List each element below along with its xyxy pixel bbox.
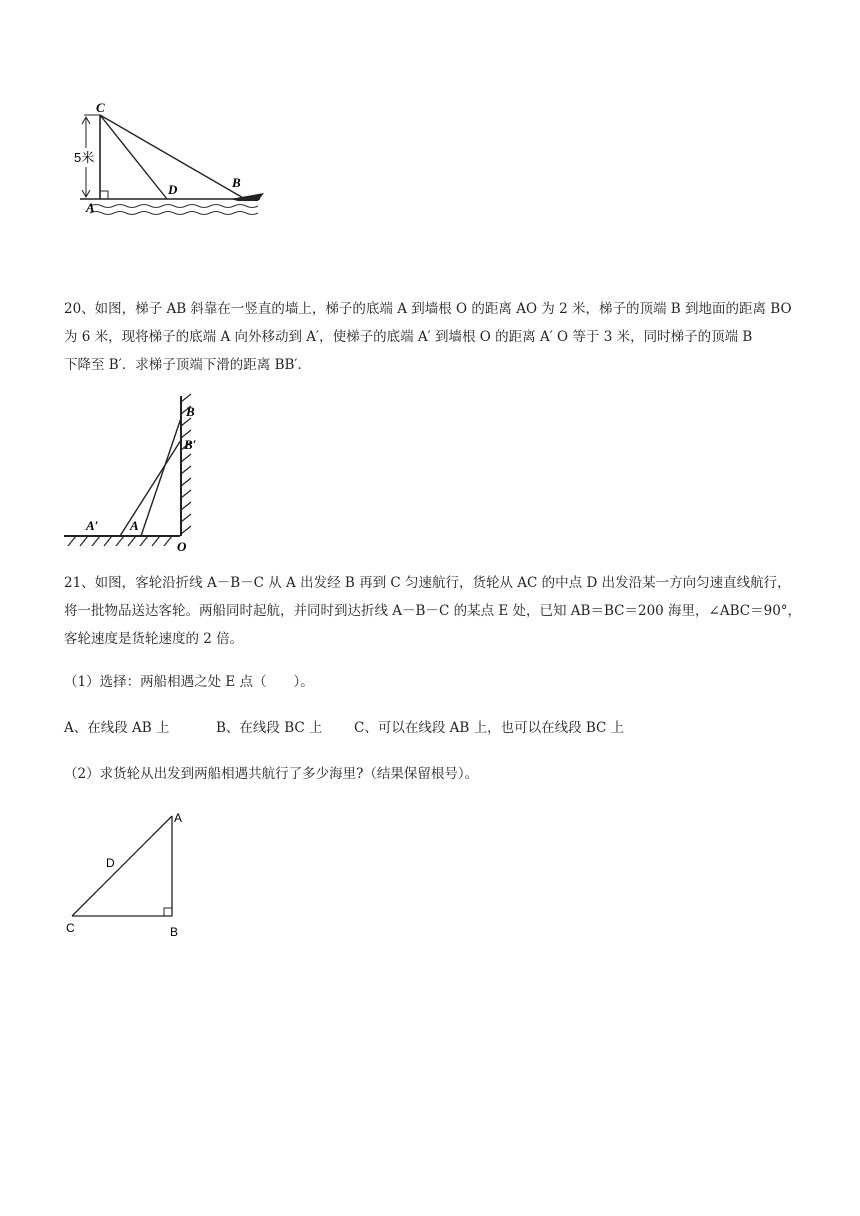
point-label-a: A (174, 811, 183, 825)
q21-part2: （2）求货轮从出发到两船相遇共航行了多少海里?（结果保留根号）。 (64, 766, 479, 782)
q21-line-1: 21、如图，客轮沿折线 A－B－C 从 A 出发经 B 再到 C 匀速航行，货轮从 AC 的中点 D 出发沿某一方向匀速直线航行， (64, 575, 791, 591)
point-label-b: B (186, 404, 195, 419)
figure-q21 (60, 806, 200, 946)
point-label-b: B (232, 175, 241, 190)
figure-q19 (60, 100, 280, 230)
point-label-b: B (170, 925, 179, 939)
point-label-d: D (168, 182, 178, 197)
option-a: A、在线段 AB 上 (64, 720, 170, 736)
point-label-d: D (106, 856, 115, 870)
point-label-b-prime: B′ (184, 437, 197, 452)
q20-line-1: 20、如图，梯子 AB 斜靠在一竖直的墙上，梯子的底端 A 到墙根 O 的距离 AO 为 2 米，梯子的顶端 B 到地面的距离 BO (64, 301, 792, 317)
q20-line-2: 为 6 米，现将梯子的底端 A 向外移动到 A′，使梯子的底端 A′ 到墙根 O 的距离 A′ O 等于 3 米，同时梯子的顶端 B (64, 329, 753, 345)
q21-line-3: 客轮速度是货轮速度的 2 倍。 (64, 631, 244, 647)
point-label-o: O (177, 539, 187, 554)
point-label-c: C (96, 100, 105, 115)
option-b: B、在线段 BC 上 (216, 720, 323, 736)
point-label-c: C (66, 921, 75, 935)
q21-line-2: 将一批物品送达客轮。两船同时起航，并同时到达折线 A－B－C 的某点 E 处，已知 AB＝BC＝200 海里，∠ABC＝90°， (64, 603, 802, 619)
q20-line-3: 下降至 B′．求梯子顶端下滑的距离 BB′． (64, 357, 311, 373)
point-label-a: A (130, 518, 139, 533)
point-label-a: A (86, 200, 95, 215)
q21-options (64, 714, 784, 742)
q21-part1: （1）选择：两船相遇之处 E 点（ ）。 (64, 674, 314, 690)
point-label-a-prime: A′ (86, 518, 99, 533)
option-c: C、可以在线段 AB 上，也可以在线段 BC 上 (354, 720, 625, 736)
dim-label-5m: 5米 (74, 150, 95, 165)
figure-q20 (60, 392, 220, 554)
